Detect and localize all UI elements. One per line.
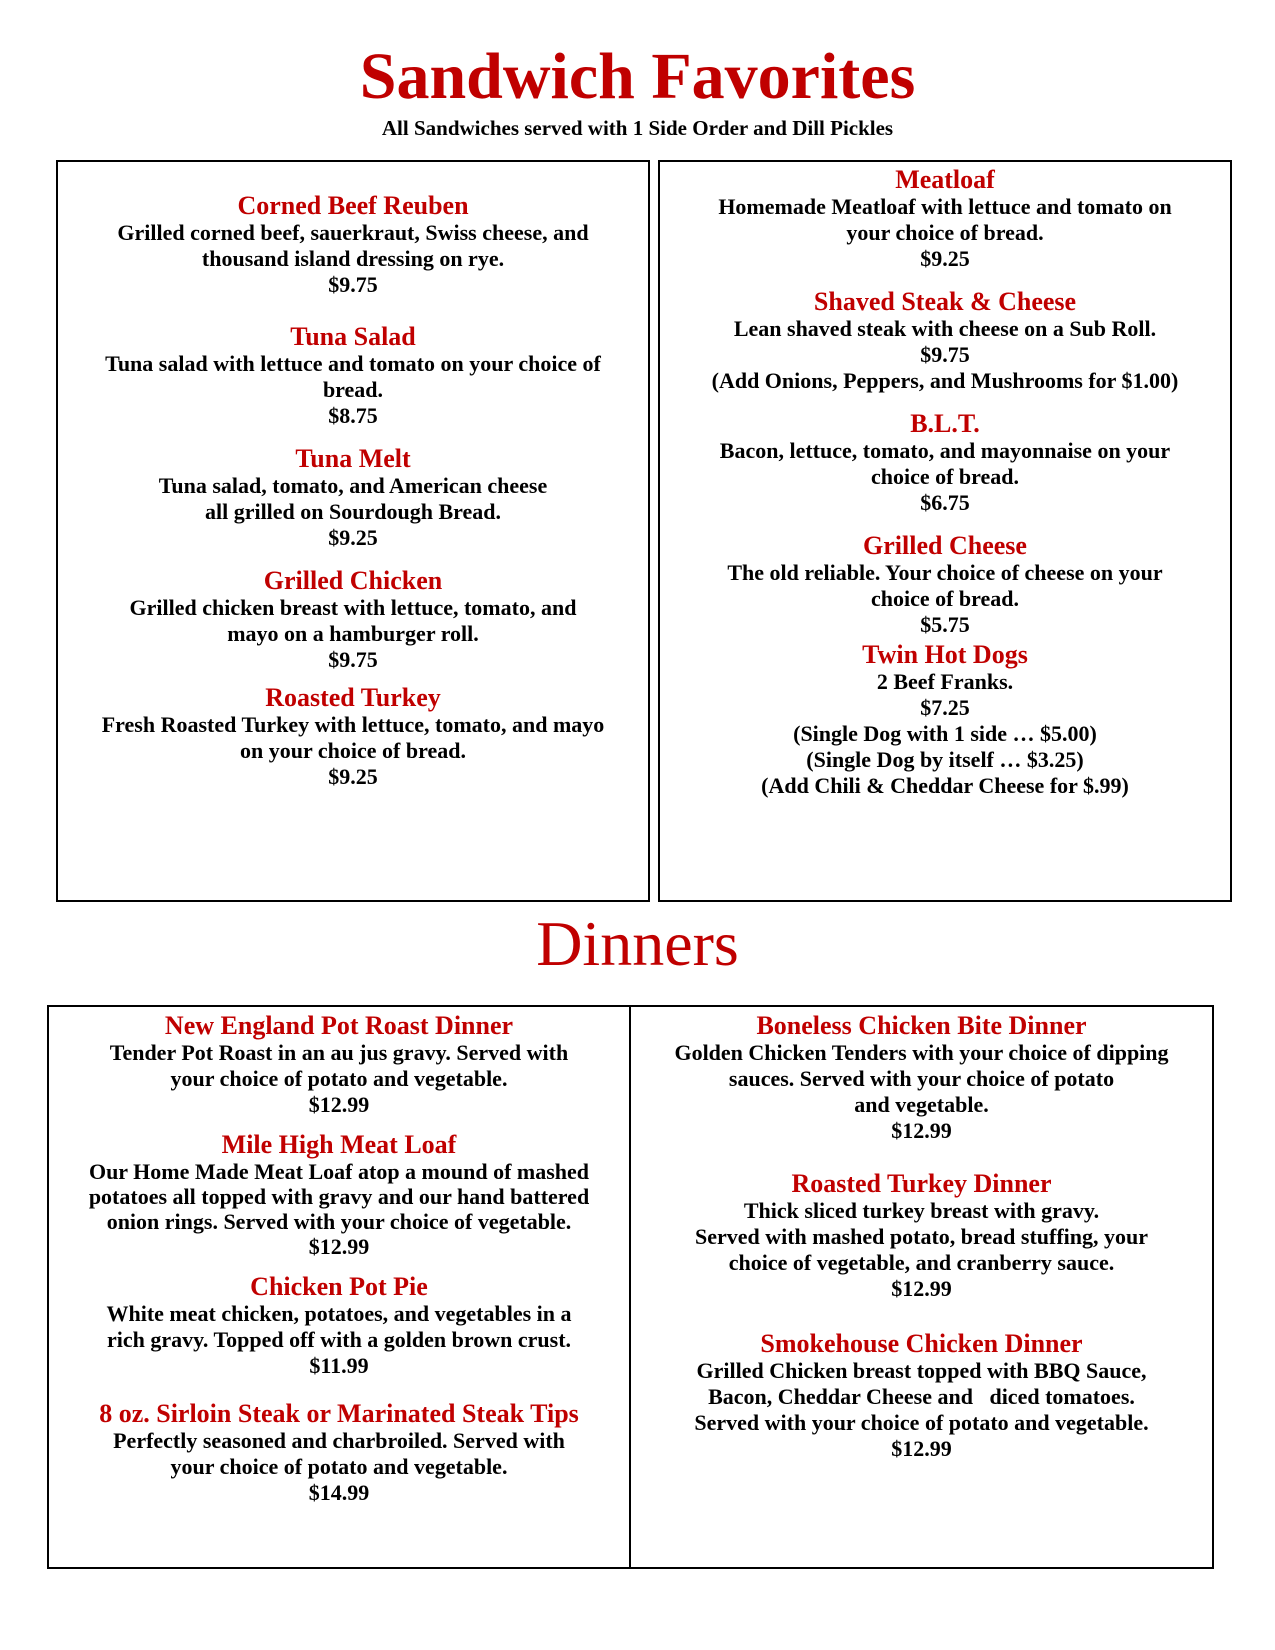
- item-description: Grilled chicken breast with lettuce, tomato, and: [129, 595, 577, 620]
- item-extra: (Single Dog by itself … $3.25): [806, 747, 1084, 772]
- item-name: Corned Beef Reuben: [237, 191, 469, 220]
- item-price: $12.99: [308, 1234, 370, 1259]
- item-price: $5.75: [920, 612, 970, 637]
- menu-item: [58, 567, 648, 673]
- item-description: Perfectly seasoned and charbroiled. Served with: [113, 1428, 565, 1453]
- item-description: Bacon, lettuce, tomato, and mayonnaise on your: [719, 438, 1171, 463]
- item-description: Tuna salad, tomato, and American cheese: [158, 473, 548, 498]
- item-name: Mile High Meat Loaf: [221, 1130, 457, 1159]
- item-name: New England Pot Roast Dinner: [164, 1011, 514, 1040]
- menu-item: [58, 323, 648, 429]
- item-price: $9.75: [920, 342, 970, 367]
- item-description: Bacon, Cheddar Cheese and diced tomatoes.: [708, 1384, 1135, 1409]
- item-name: Shaved Steak & Cheese: [813, 287, 1077, 316]
- item-description: 2 Beef Franks.: [876, 669, 1014, 694]
- item-price: $9.25: [920, 246, 970, 271]
- sandwich-section-title: Sandwich Favorites: [359, 40, 916, 113]
- menu-item: [660, 641, 1230, 799]
- menu-item: [631, 1012, 1212, 1144]
- item-name: Boneless Chicken Bite Dinner: [756, 1011, 1087, 1040]
- item-name: B.L.T.: [910, 409, 980, 438]
- item-description: your choice of potato and vegetable.: [170, 1454, 508, 1479]
- item-name: Grilled Cheese: [863, 531, 1027, 560]
- item-price: $9.25: [328, 525, 378, 550]
- item-description: onion rings. Served with your choice of vegetable.: [106, 1209, 572, 1234]
- item-description: on your choice of bread.: [240, 738, 466, 763]
- item-name: 8 oz. Sirloin Steak or Marinated Steak Tips: [99, 1399, 579, 1428]
- item-name: Roasted Turkey: [265, 683, 441, 712]
- item-extra: (Add Onions, Peppers, and Mushrooms for $1.00): [711, 368, 1179, 393]
- item-price: $9.75: [328, 272, 378, 297]
- item-description: choice of bread.: [870, 464, 1020, 489]
- menu-item: [58, 192, 648, 298]
- item-price: $12.99: [891, 1436, 952, 1461]
- item-description: Thick sliced turkey breast with gravy.: [743, 1198, 1100, 1223]
- item-price: $12.99: [891, 1276, 952, 1301]
- menu-item: [49, 1131, 629, 1259]
- menu-item: [49, 1012, 629, 1118]
- menu-item: [660, 410, 1230, 516]
- item-description: Golden Chicken Tenders with your choice of dipping: [674, 1040, 1169, 1065]
- item-name: Twin Hot Dogs: [862, 640, 1028, 669]
- item-description: potatoes all topped with gravy and our hand battered: [88, 1184, 590, 1209]
- item-name: Tuna Melt: [295, 444, 411, 473]
- item-description: The old reliable. Your choice of cheese on your: [727, 560, 1163, 585]
- menu-item: [660, 166, 1230, 272]
- item-extra: (Single Dog with 1 side … $5.00): [793, 721, 1097, 746]
- item-price: $6.75: [920, 490, 970, 515]
- sandwich-section-subtitle: All Sandwiches served with 1 Side Order and Dill Pickles: [381, 116, 894, 140]
- dinners-section-title: Dinners: [536, 908, 739, 979]
- item-price: $12.99: [891, 1118, 952, 1143]
- item-description: Lean shaved steak with cheese on a Sub Roll.: [733, 316, 1157, 341]
- item-description: rich gravy. Topped off with a golden brown crust.: [106, 1327, 572, 1352]
- item-description: sauces. Served with your choice of potato: [728, 1066, 1115, 1091]
- menu-item: [58, 684, 648, 790]
- menu-item: [58, 445, 648, 551]
- item-name: Tuna Salad: [290, 322, 416, 351]
- item-description: Our Home Made Meat Loaf atop a mound of mashed: [88, 1159, 590, 1184]
- item-name: Meatloaf: [895, 165, 995, 194]
- item-description: choice of vegetable, and cranberry sauce.: [728, 1250, 1115, 1275]
- item-description: Tuna salad with lettuce and tomato on your choice of: [105, 351, 601, 376]
- item-description: Homemade Meatloaf with lettuce and tomato on: [718, 194, 1172, 219]
- item-price: $7.25: [920, 695, 970, 720]
- item-extra: (Add Chili & Cheddar Cheese for $.99): [761, 773, 1129, 798]
- item-name: Chicken Pot Pie: [250, 1272, 428, 1301]
- item-description: White meat chicken, potatoes, and vegetables in a: [106, 1301, 572, 1326]
- menu-item: [631, 1330, 1212, 1462]
- menu-item: [49, 1400, 629, 1506]
- item-description: Fresh Roasted Turkey with lettuce, tomato, and mayo: [101, 712, 605, 737]
- menu-item: [660, 532, 1230, 638]
- item-price: $11.99: [309, 1353, 369, 1378]
- menu-item: [631, 1170, 1212, 1302]
- item-description: your choice of potato and vegetable.: [170, 1066, 508, 1091]
- item-description: thousand island dressing on rye.: [201, 246, 505, 271]
- item-name: Smokehouse Chicken Dinner: [760, 1329, 1083, 1358]
- menu-item: [49, 1273, 629, 1379]
- item-description: all grilled on Sourdough Bread.: [204, 499, 502, 524]
- item-price: $9.75: [328, 647, 378, 672]
- item-description: Grilled corned beef, sauerkraut, Swiss cheese, and: [117, 220, 589, 245]
- item-description: your choice of bread.: [846, 220, 1044, 245]
- item-description: bread.: [322, 377, 384, 402]
- item-description: Served with mashed potato, bread stuffing, your: [694, 1224, 1149, 1249]
- menu-item: [660, 288, 1230, 394]
- item-price: $8.75: [328, 403, 378, 428]
- item-description: and vegetable.: [854, 1092, 989, 1117]
- item-price: $9.25: [328, 764, 378, 789]
- item-name: Roasted Turkey Dinner: [791, 1169, 1052, 1198]
- item-price: $12.99: [308, 1092, 370, 1117]
- item-description: Tender Pot Roast in an au jus gravy. Served with: [109, 1040, 569, 1065]
- item-description: mayo on a hamburger roll.: [227, 621, 479, 646]
- item-description: Grilled Chicken breast topped with BBQ Sauce,: [696, 1358, 1147, 1383]
- item-description: Served with your choice of potato and vegetable.: [694, 1410, 1149, 1435]
- item-description: choice of bread.: [870, 586, 1020, 611]
- item-price: $14.99: [308, 1480, 370, 1505]
- item-name: Grilled Chicken: [263, 566, 443, 595]
